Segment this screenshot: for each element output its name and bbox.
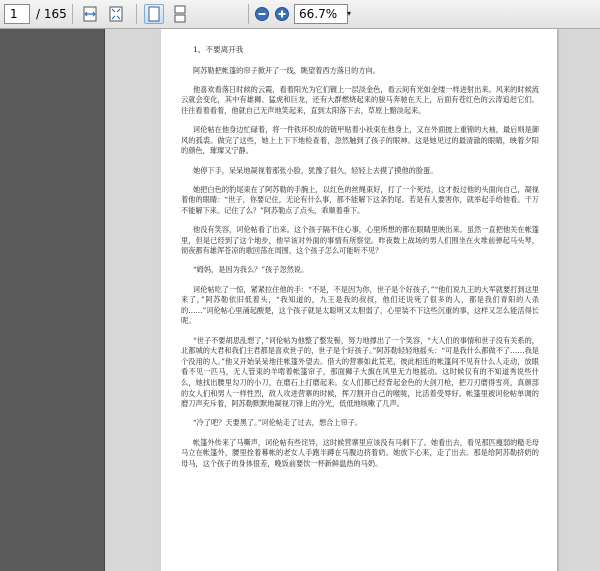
fit-width-icon xyxy=(81,5,99,23)
single-page-button[interactable] xyxy=(144,4,164,24)
document-page xyxy=(161,29,557,571)
toolbar-divider xyxy=(136,4,137,24)
page-total-label: / 165 xyxy=(36,7,67,21)
continuous-page-button[interactable] xyxy=(170,4,190,24)
document-viewer[interactable] xyxy=(105,29,600,571)
sidebar-panel xyxy=(0,29,105,571)
fit-page-button[interactable] xyxy=(106,4,126,24)
toolbar-divider xyxy=(72,4,73,24)
paragraph: 帐篷外传来了马嘶声，诃伦帖有些诧异，这时候营寨里应该没有马剩下了。她看出去，看见那匹瘦弱的糙毛母马立在帐篷外，腰里拴着幕帐的老女人手跑半蹲在马腹边挤着奶。她放下心来，走了出去。那是给阿苏勒挤奶的母马，这个孩子的身体很差，晚饭前要饮一杯新鲜温热的马奶。 xyxy=(181,437,539,468)
chevron-down-icon[interactable]: ▾ xyxy=(346,9,351,18)
zoom-level-select[interactable]: 66.7% xyxy=(294,4,348,24)
paragraph: 阿苏勒把帐篷的帘子掀开了一线，眺望着西方落日的方向。 xyxy=(193,65,380,75)
fit-page-icon xyxy=(107,5,125,23)
paragraph: 她停下手，呆呆地凝视着那张小脸，犹豫了很久，轻轻上去摸了摸他的脸蛋。 xyxy=(193,165,438,175)
zoom-out-button[interactable] xyxy=(254,4,270,24)
paragraph: 诃伦帖吃了一惊，紧紧拉住他的手：“不是，不是因为你，世子是个好孩子，”“他们说九王的大军就要打到这里来了，”阿苏勒依旧低着头，“我知道的，九王是我的叔叔，他们还说死了很多的人，都是我们青阳的人杀的……”诃伦帖心里涌起酸楚，这个孩子就是太聪明又太胆弱了，心里装不下这些沉重的事，这样又怎么能活得长呢。 xyxy=(181,284,539,326)
continuous-page-icon xyxy=(171,5,189,23)
paragraph: “世子不要胡思乱想了，”诃伦帖为他整了整发髻，努力地撑出了一个笑容，“大人们的事情和世子没有关系的，北都城的大君和我们主君都是喜欢世子的，世子是个好孩子。”阿苏勒轻轻地摇头：“可是我什么都做不了……我是个没用的人。”他又开始呆呆地往帐篷外望去。借大的营寨如此荒芜，彼此相连的帐篷间不见有什么人走动，放眼看不见一匹马，无人管束的羊啃着帐篷帘子，那面狮子大旗在风里无力地摇动。这时候仅有的不知道秀说些什么，她找出腰里勾刀的小刀，在磨石上打磨起来。女人们都已经背起金色的大剑刀枪，把刀刃磨得雪亮，真颜部的女人们和男人一样性烈，敌人攻进营寨的时候，挥刀割开自己的喉咙，比活着受辱好。帐篷里被诃伦帖单调的磨刀声充斥着，阿苏勒默默地凝视刀锋上的冷光，低低地咳嗽了几声。 xyxy=(181,335,539,409)
paragraph: “姆妈，是因为我么？”孩子忽然说。 xyxy=(193,265,309,275)
paragraph: 他没有笑容，诃伦帖看了出来。这个孩子隔不住心事，心里所想的都在眼睛里映出来。虽然一直把他关在帐篷里，但是已经到了这个地步，他早该对外面的事情有所察觉。昨夜数上战场的男人们围坐在火堆前弹起马头琴，彻夜都有雄浑苍凉的歌回荡在周围，这个孩子怎么可能听不见？ xyxy=(181,225,539,256)
page-content xyxy=(181,45,539,478)
single-page-icon xyxy=(145,5,163,23)
zoom-in-button[interactable] xyxy=(274,4,290,24)
zoom-in-icon xyxy=(274,4,290,24)
paragraph: “冷了吧？天要黑了。”诃伦帖走了过去，想合上帘子。 xyxy=(193,418,363,428)
zoom-out-icon xyxy=(254,4,270,24)
toolbar-divider xyxy=(248,4,249,24)
fit-width-button[interactable] xyxy=(80,4,100,24)
paragraph: 她把白色的豹尾束在了阿苏勒的手腕上，以红色的丝绳束好，打了一个死结，这才扳过他的头面向自己，凝视着他的眼睛：“世子，你要记住，无论有什么事，都不能解下这条豹尾。若是有人要害你，就举起手给他看。千万不能解下来。记住了么？”阿苏勒点了点头，乖顺着垂下。 xyxy=(181,184,539,215)
paragraph: 他喜欢看落日时候的云霞，看着阳光为它们镀上一层淡金色，看云间有光如金缕一样迸射出来。风来的时候流云就会变化，其中有雄狮、猛虎和巨龙，还有大群燃烧起来的骏马奔驰在天上，后面有苍红色的云涛追赶它们。往往看着看着，他就自己无声地笑起来，直到太阳落下去，草原上黯淡起来。 xyxy=(181,84,539,115)
paragraph: 诃伦帖在他身边忙碌着，将一件铁环织成的链甲贴着小袄束在他身上，又在外面披上重锦的大袖，最后则是御风的孤裘。做完了这些，她上上下下地检查着，忽然触到了孩子的眼神。这是她见过的最清澈的眼睛，映着夕阳的颜色，璀璨又宁静。 xyxy=(181,125,539,156)
page-number-input[interactable]: 1 xyxy=(4,4,30,24)
toolbar xyxy=(0,0,600,29)
chapter-title: 1、不要离开我 xyxy=(193,45,244,54)
